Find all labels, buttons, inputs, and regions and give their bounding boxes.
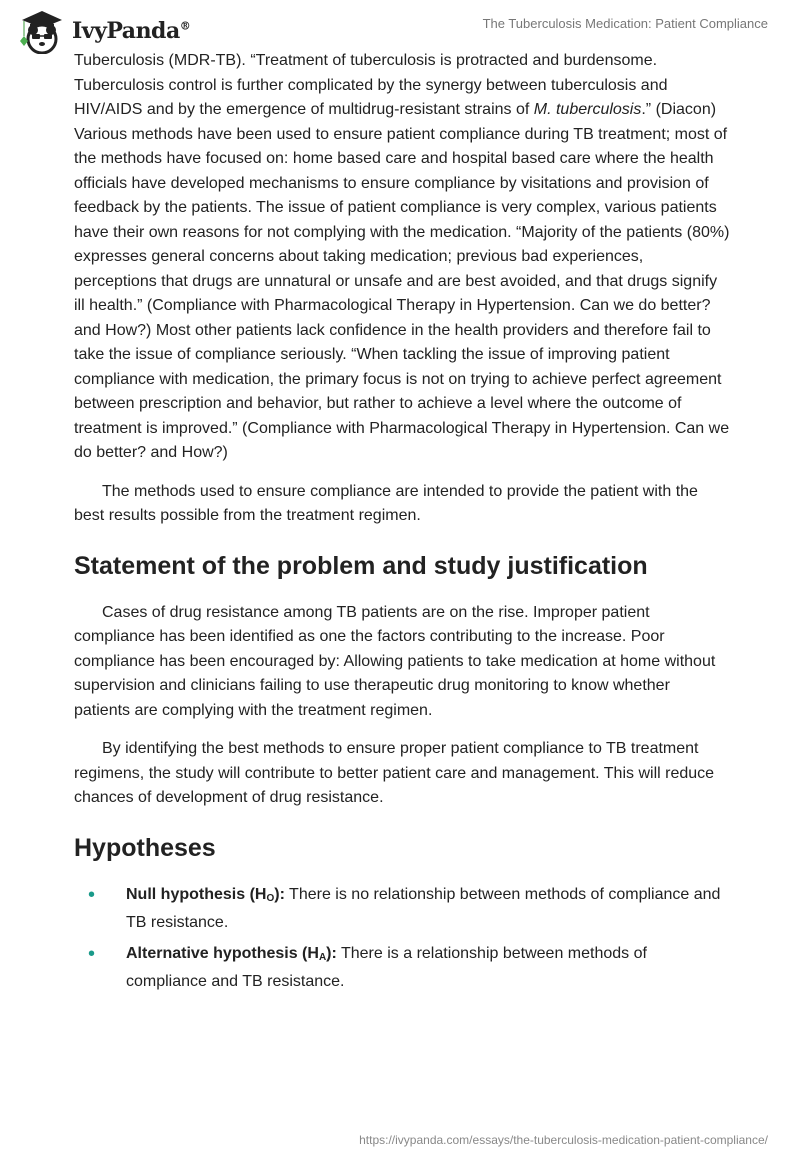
source-url[interactable]: https://ivypanda.com/essays/the-tuberculosis-medication-patient-compliance/ (359, 1133, 768, 1147)
paragraph: The methods used to ensure compliance are intended to provide the patient with the best results possible from the treatment regimen. (74, 482, 698, 524)
paragraph: Cases of drug resistance among TB patients are on the rise. Improper patient compliance has been identified as one the factors contributing to the increase. Poor compliance has been encouraged by: Allowing patients to take medication at home without supervision and clinicians failing to use therapeutic drug monitoring to know whether patients are complying with the treatment regimen. (74, 603, 716, 719)
hypotheses-list (74, 883, 730, 995)
brand-name: IvyPanda® (72, 18, 191, 44)
logo[interactable] (18, 8, 190, 54)
section-heading-statement: Statement of the problem and study justification (74, 551, 648, 580)
header (0, 0, 800, 46)
bullet-icon: • (88, 883, 96, 906)
list-item: • Null hypothesis $(H_O)$: There is no relationship between methods of compliance and TB resistance. (88, 883, 721, 931)
list-item: • Alternative hypothesis $(H_A)$: There is a relationship between methods of compliance and TB resistance. (88, 942, 647, 990)
paragraph: By identifying the best methods to ensure proper patient compliance to TB treatment regimens, the study will contribute to better patient care and management. This will reduce chances of development of drug resistance. (74, 740, 715, 806)
bullet-icon: • (88, 942, 96, 965)
document-title: The Tuberculosis Medication: Patient Compliance (482, 16, 768, 31)
article-body (74, 49, 730, 1001)
panda-logo-icon (18, 8, 66, 54)
section-heading-hypotheses: Hypotheses (74, 833, 216, 862)
paragraph: Tuberculosis (MDR-TB). “Treatment of tuberculosis is protracted and burdensome. Tuberculosis control is further complicated by the synergy between tuberculosis and HIV/AIDS and by the emergence of multidrug-resistant strains of M. tuberculosis.” (Diacon) Various methods have been used to ensure patient compliance during TB treatment; most of the methods have focused on: home based care and hospital based care where the health officials have developed mechanisms to ensure compliance by visitations and provision of feedback by the patients. The issue of patient compliance is very complex, various patients have their own reasons for not complying with the medication. “Majority of the patients (80%) expresses general concerns about taking medication; previous bad experiences, perceptions that drugs are unnatural or unsafe and are best avoided, and that drugs signify ill health.” (Compliance with Pharmacological Therapy in Hypertension. Can we do better? and How?) Most other patients lack confidence in the health providers and therefore fail to take the issue of compliance seriously. “When tackling the issue of improving patient compliance with medication, the primary focus is not on trying to achieve perfect agreement between prescription and behavior, but rather to achieve a level where the outcome of treatment is improved.” (Compliance with Pharmacological Therapy in Hypertension. Can we do better? and How?) (74, 52, 730, 461)
